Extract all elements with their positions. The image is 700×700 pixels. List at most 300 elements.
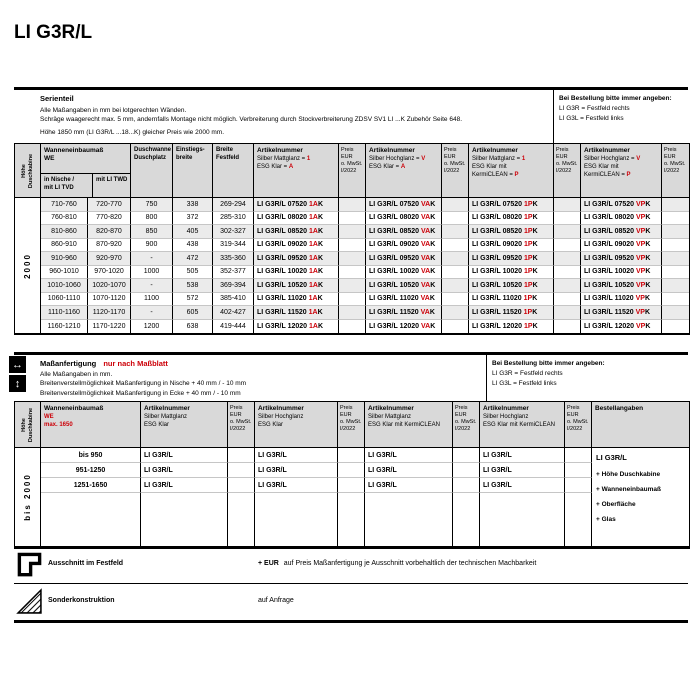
- preis-header: [339, 144, 366, 198]
- artikel-code-suffix: K: [532, 254, 538, 262]
- artikelnummer-value: [469, 306, 554, 320]
- label-line: o. MwSt.: [664, 161, 686, 168]
- we-group-label: [41, 144, 130, 174]
- artikelnummer-value: [581, 293, 662, 307]
- artikelnummer-value: LI G3R/L: [255, 478, 338, 493]
- artikel-code: VP: [636, 241, 646, 249]
- artikel-code: VP: [636, 227, 646, 235]
- artikelnummer-value: [254, 225, 339, 239]
- filler-cell: [41, 493, 141, 546]
- artikelnummer-value: LI G3R/L: [141, 448, 228, 463]
- preis-value: [662, 279, 689, 293]
- artikelnummer-title: Artikelnummer: [368, 405, 414, 412]
- artikel-code-suffix: K: [317, 281, 324, 289]
- we-nische-value: 1160-1210: [41, 320, 88, 334]
- einstiegsbreite-value: 505: [173, 266, 213, 280]
- artikel-code: VA: [420, 308, 430, 316]
- artikel-code: 1P: [524, 214, 533, 222]
- preis-value: [339, 306, 366, 320]
- artikel-code: 1A: [309, 200, 318, 208]
- label-line: Preis EUR: [230, 405, 243, 419]
- legend-text: KermiCLEAN =: [584, 172, 627, 179]
- label-line: Preis EUR: [340, 405, 353, 419]
- artikelnummer-value: [366, 293, 442, 307]
- artikel-base: LI G3R/L 07520: [257, 200, 310, 208]
- height-value: 2000: [22, 252, 32, 279]
- breite-festfeld-value: 402-427: [213, 306, 254, 320]
- label-line: Preis EUR: [664, 147, 677, 161]
- filler-cell: [453, 493, 480, 546]
- artikelnummer-value: [581, 212, 662, 226]
- artikelnummer-value: [366, 306, 442, 320]
- artikelnummer-header: [254, 144, 339, 198]
- preis-value: [662, 212, 689, 226]
- duschwanne-value: 1100: [131, 293, 173, 307]
- we-twd-value: 720-770: [88, 198, 131, 212]
- preis-value: [565, 478, 592, 493]
- order-info-divider: [553, 90, 554, 143]
- artikelnummer-title: Artikelnummer: [144, 405, 190, 412]
- artikel-code-suffix: K: [430, 241, 436, 249]
- artikel-code: 1A: [309, 322, 318, 330]
- artikel-code-suffix: K: [645, 281, 651, 289]
- filler-cell: [338, 493, 365, 546]
- artikel-base: LI G3R/L 09020: [369, 241, 422, 249]
- legend-code: P: [626, 172, 631, 179]
- note-line: Alle Maßangaben in mm bei lotgerechten Wänden.: [40, 107, 187, 114]
- preis-value: [554, 293, 581, 307]
- artikel-base: LI G3R/L 09020: [472, 241, 525, 249]
- preis-value: [339, 266, 366, 280]
- artikel-code-suffix: K: [645, 322, 651, 330]
- artikelnummer-header: [255, 402, 338, 448]
- artikel-base: LI G3R/L 12020: [584, 322, 637, 330]
- order-info: [559, 94, 687, 124]
- artikel-base: LI G3R/L 11520: [584, 308, 636, 316]
- legend-code: 1: [521, 156, 526, 163]
- preis-value: [554, 320, 581, 334]
- we-value: 1251-1650: [41, 478, 141, 493]
- artikel-base: LI G3R/L 10520: [369, 281, 422, 289]
- preis-value: [565, 448, 592, 463]
- artikel-base: LI G3R/L 09020: [584, 241, 637, 249]
- artikelnummer-value: [469, 252, 554, 266]
- bestellangaben-item: + Oberfläche: [596, 501, 636, 508]
- artikel-base: LI G3R/L 08020: [584, 214, 637, 222]
- we-nische-value: 1010-1060: [41, 279, 88, 293]
- preis-value: [662, 239, 689, 253]
- artikel-base: LI G3R/L 09520: [584, 254, 637, 262]
- artikel-base: LI G3R/L 11020: [257, 295, 309, 303]
- artikel-code-suffix: K: [317, 214, 324, 222]
- legend-text: Silber Mattglanz =: [472, 156, 522, 163]
- preis-value: [338, 463, 365, 478]
- artikelnummer-value: [366, 198, 442, 212]
- einstiegsbreite-value: 472: [173, 252, 213, 266]
- label-line: Preis EUR: [567, 405, 580, 419]
- artikel-code: VA: [421, 214, 431, 222]
- artikelnummer-value: [469, 212, 554, 226]
- filler-cell: [480, 493, 565, 546]
- legend-code: V: [636, 156, 641, 163]
- artikel-code: 1P: [524, 268, 533, 276]
- artikel-code-suffix: K: [645, 241, 651, 249]
- we-nische-value: 1060-1110: [41, 293, 88, 307]
- artikel-code: 1P: [524, 200, 533, 208]
- artikel-base: LI G3R/L 07520: [472, 200, 525, 208]
- massblatt-note: nur nach Maßblatt: [103, 359, 168, 368]
- legend-line: [472, 172, 550, 180]
- label-line: in Nische /: [44, 177, 75, 183]
- legend-line: [257, 164, 335, 172]
- artikelnummer-value: LI G3R/L: [255, 463, 338, 478]
- artikel-code-suffix: K: [645, 227, 651, 235]
- wanneneinbaumass-header: [41, 402, 141, 448]
- artikelnummer-value: LI G3R/L: [365, 463, 453, 478]
- label-line: o. MwSt.: [340, 419, 362, 426]
- we-twd-value: 1020-1070: [88, 279, 131, 293]
- sonderkonstruktion-label: Sonderkonstruktion: [48, 597, 115, 604]
- einstiegsbreite-value: 638: [173, 320, 213, 334]
- artikel-code-suffix: K: [429, 295, 435, 303]
- preis-header: [442, 144, 469, 198]
- artikel-code: VA: [421, 322, 431, 330]
- we-label: Wanneneinbaumaß: [44, 405, 104, 412]
- we-code: WE: [44, 414, 54, 421]
- preis-value: [453, 478, 480, 493]
- artikelnummer-value: [581, 239, 662, 253]
- width-adjustment-icon: ↔: [9, 356, 26, 373]
- preis-value: [442, 279, 469, 293]
- preis-value: [565, 463, 592, 478]
- we-max-value: max. 1650: [44, 422, 73, 429]
- breite-festfeld-value: 302-327: [213, 225, 254, 239]
- legend-line: ESG Klar mit KermiCLEAN: [483, 422, 556, 429]
- artikel-code: VA: [421, 200, 431, 208]
- artikel-code: 1A: [309, 241, 318, 249]
- preis-value: [442, 239, 469, 253]
- bestellangaben-product: LI G3R/L: [596, 453, 627, 462]
- label-line: Festfeld: [216, 154, 240, 161]
- artikelnummer-value: LI G3R/L: [365, 448, 453, 463]
- preis-value: [442, 198, 469, 212]
- artikelnummer-title: Artikelnummer: [472, 147, 518, 154]
- preis-value: [442, 252, 469, 266]
- preis-value: [662, 198, 689, 212]
- label-line: breite: [176, 154, 193, 161]
- preis-value: [554, 279, 581, 293]
- label-line: o. MwSt.: [567, 419, 589, 426]
- breite-festfeld-value: 335-360: [213, 252, 254, 266]
- bestellangaben-item: + Höhe Duschkabine: [596, 471, 661, 478]
- artikel-code: VP: [636, 322, 646, 330]
- we-nische-value: 760-810: [41, 212, 88, 226]
- hoehe-duschkabine-value: [15, 448, 41, 546]
- page-title: LI G3R/L: [14, 22, 93, 43]
- artikel-code-suffix: K: [317, 308, 323, 316]
- artikel-base: LI G3R/L 09020: [257, 241, 310, 249]
- label-line: I/2022: [341, 168, 357, 175]
- artikel-code-suffix: K: [532, 308, 538, 316]
- artikelnummer-value: [366, 212, 442, 226]
- artikel-code-suffix: K: [644, 295, 651, 303]
- duschwanne-value: -: [131, 252, 173, 266]
- label-line: o. MwSt.: [455, 419, 477, 426]
- preis-value: [339, 279, 366, 293]
- legend-text: KermiCLEAN =: [472, 172, 515, 179]
- artikel-base: LI G3R/L 09520: [369, 254, 422, 262]
- preis-value: [662, 252, 689, 266]
- artikel-base: LI G3R/L 10020: [369, 268, 422, 276]
- legend-text: ESG Klar =: [369, 164, 401, 171]
- bestellangaben-item: + Wanneneinbaumaß: [596, 486, 661, 493]
- artikelnummer-value: [254, 239, 339, 253]
- height-adjustment-icon: ↕: [9, 375, 26, 392]
- artikel-code-suffix: K: [317, 295, 323, 303]
- duschwanne-value: 1000: [131, 266, 173, 280]
- hoehe-duschkabine-label: [21, 407, 35, 441]
- artikel-code: VA: [421, 254, 431, 262]
- artikel-code-suffix: K: [317, 227, 324, 235]
- legend-code: V: [421, 156, 426, 163]
- artikel-base: LI G3R/L 07520: [369, 200, 422, 208]
- artikelnummer-value: [366, 279, 442, 293]
- breite-festfeld-value: 269-294: [213, 198, 254, 212]
- artikelnummer-value: [254, 293, 339, 307]
- preis-value: [554, 225, 581, 239]
- legend-code: A: [288, 164, 294, 171]
- breite-festfeld-value: 385-410: [213, 293, 254, 307]
- we-nische-value: 910-960: [41, 252, 88, 266]
- artikelnummer-value: [366, 239, 442, 253]
- artikel-code: VP: [636, 268, 646, 276]
- we-twd-value: 970-1020: [88, 266, 131, 280]
- artikelnummer-value: [469, 320, 554, 334]
- legend-line: [369, 156, 438, 164]
- artikelnummer-header: [581, 144, 662, 198]
- filler-cell: [565, 493, 592, 546]
- breite-festfeld-value: 319-344: [213, 239, 254, 253]
- order-info-line: LI G3R = Festfeld rechts: [559, 105, 630, 113]
- preis-value: [442, 212, 469, 226]
- artikel-code: VA: [421, 268, 431, 276]
- legend-code: A: [400, 164, 406, 171]
- bestellangaben-header: [592, 402, 689, 448]
- note-line: Breitenverstellmöglichkeit Maßanfertigung in Nische + 40 mm / - 10 mm: [40, 380, 247, 388]
- artikel-base: LI G3R/L 08520: [257, 227, 310, 235]
- we-twd-value: 920-970: [88, 252, 131, 266]
- preis-header: [565, 402, 592, 448]
- we-twd-value: 820-870: [88, 225, 131, 239]
- artikelnummer-value: [254, 198, 339, 212]
- we-twd-value: 870-920: [88, 239, 131, 253]
- we-value: bis 950: [41, 448, 141, 463]
- legend-line: Silber Hochglanz: [483, 414, 529, 421]
- artikelnummer-value: LI G3R/L: [365, 478, 453, 493]
- we-nische-header: [41, 174, 93, 197]
- artikel-base: LI G3R/L 09520: [472, 254, 525, 262]
- artikel-code-suffix: K: [317, 322, 324, 330]
- artikel-code-suffix: K: [532, 214, 538, 222]
- einstiegsbreite-value: 538: [173, 279, 213, 293]
- artikel-code: 1A: [309, 254, 318, 262]
- serienteil-heading: Serienteil: [40, 94, 74, 103]
- preis-value: [554, 198, 581, 212]
- sonderkonstruktion-row: [14, 584, 688, 620]
- legend-line: [584, 156, 658, 164]
- artikel-base: LI G3R/L 10520: [472, 281, 525, 289]
- preis-value: [339, 252, 366, 266]
- label-line: Wanneneinbaumaß: [44, 147, 104, 154]
- legend-text: Silber Mattglanz =: [257, 156, 307, 163]
- artikelnummer-header: [141, 402, 228, 448]
- legend-line: [257, 156, 335, 164]
- artikel-code: VP: [636, 281, 646, 289]
- artikelnummer-value: [581, 320, 662, 334]
- preis-value: [662, 293, 689, 307]
- preis-value: [442, 320, 469, 334]
- legend-text: ESG Klar mit: [472, 164, 507, 171]
- label-line: o. MwSt.: [230, 419, 252, 426]
- preis-value: [339, 239, 366, 253]
- order-info-line: LI G3R = Festfeld rechts: [492, 370, 563, 378]
- artikel-code-suffix: K: [430, 214, 436, 222]
- artikel-base: LI G3R/L 10520: [257, 281, 310, 289]
- artikel-code-suffix: K: [317, 268, 324, 276]
- artikel-base: LI G3R/L 11520: [472, 308, 524, 316]
- wanneneinbaumass-header: [41, 144, 131, 198]
- preis-value: [662, 266, 689, 280]
- artikelnummer-value: [581, 279, 662, 293]
- preis-value: [662, 320, 689, 334]
- preis-value: [339, 225, 366, 239]
- artikel-code-suffix: K: [317, 241, 324, 249]
- artikel-code: VA: [421, 227, 431, 235]
- massanfertigung-table: [14, 401, 690, 549]
- label-line: I/2022: [664, 168, 680, 175]
- label-line: o. MwSt.: [444, 161, 466, 168]
- preis-header: [554, 144, 581, 198]
- artikelnummer-value: LI G3R/L: [480, 448, 565, 463]
- preis-value: [554, 306, 581, 320]
- artikel-code-suffix: K: [430, 227, 436, 235]
- artikelnummer-value: LI G3R/L: [480, 478, 565, 493]
- artikelnummer-value: [366, 225, 442, 239]
- artikel-code: VA: [421, 281, 431, 289]
- artikelnummer-title: Artikelnummer: [369, 147, 415, 154]
- label-line: Höhe: [20, 417, 27, 432]
- artikel-code: 1P: [524, 322, 533, 330]
- order-info-line: LI G3L = Festfeld links: [559, 115, 624, 123]
- preis-value: [339, 198, 366, 212]
- ausschnitt-price-prefix: + EUR: [258, 560, 279, 567]
- duschwanne-value: 900: [131, 239, 173, 253]
- artikel-code-suffix: K: [644, 308, 651, 316]
- preis-value: [228, 463, 255, 478]
- filler-cell: [141, 493, 228, 546]
- we-nische-value: 960-1010: [41, 266, 88, 280]
- artikel-code-suffix: K: [430, 254, 436, 262]
- artikelnummer-value: [469, 239, 554, 253]
- legend-text: ESG Klar mit: [584, 164, 619, 171]
- artikelnummer-value: [254, 306, 339, 320]
- preis-value: [339, 320, 366, 334]
- serienteil-table: [14, 143, 690, 335]
- artikel-base: LI G3R/L 08020: [369, 214, 422, 222]
- artikelnummer-title: Artikelnummer: [584, 147, 630, 154]
- hoehe-duschkabine-header: [15, 144, 41, 198]
- artikel-code-suffix: K: [430, 200, 436, 208]
- order-info-divider: [486, 355, 487, 401]
- legend-line: Silber Mattglanz: [368, 414, 412, 421]
- preis-value: [228, 448, 255, 463]
- label-line: o. MwSt.: [556, 161, 578, 168]
- we-twd-value: 1120-1170: [88, 306, 131, 320]
- we-twd-value: 1070-1120: [88, 293, 131, 307]
- artikelnummer-value: [366, 266, 442, 280]
- note-line: Breitenverstellmöglichkeit Maßanfertigung in Ecke + 40 mm / - 10 mm: [40, 389, 241, 397]
- artikel-base: LI G3R/L 10020: [584, 268, 637, 276]
- artikel-code: VP: [636, 200, 646, 208]
- sonderkonstruktion-icon: [16, 588, 43, 615]
- duschwanne-value: 1200: [131, 320, 173, 334]
- artikelnummer-value: [469, 225, 554, 239]
- legend-text: Silber Hochglanz =: [584, 156, 637, 163]
- artikel-code: VP: [635, 308, 645, 316]
- label-line: WE: [44, 155, 55, 163]
- we-subheaders: [41, 174, 130, 197]
- massanfertigung-section: [14, 352, 688, 551]
- preis-value: [554, 212, 581, 226]
- we-nische-value: 710-760: [41, 198, 88, 212]
- preis-value: [442, 306, 469, 320]
- artikelnummer-value: [254, 212, 339, 226]
- artikelnummer-value: [469, 198, 554, 212]
- label-line: o. MwSt.: [341, 161, 363, 168]
- we-nische-value: 1110-1160: [41, 306, 88, 320]
- artikel-code-suffix: K: [532, 281, 538, 289]
- preis-header: [228, 402, 255, 448]
- legend-line: Silber Mattglanz: [144, 414, 188, 421]
- preis-value: [453, 463, 480, 478]
- artikel-code: 1P: [524, 281, 533, 289]
- label-line: I/2022: [340, 426, 356, 433]
- artikelnummer-value: [581, 252, 662, 266]
- artikel-base: LI G3R/L 08520: [584, 227, 637, 235]
- artikel-code-suffix: K: [532, 268, 538, 276]
- legend-line: [584, 172, 658, 180]
- artikel-code: 1P: [524, 254, 533, 262]
- artikel-code-suffix: K: [532, 295, 538, 303]
- artikel-base: LI G3R/L 07520: [584, 200, 637, 208]
- ausschnitt-row: [14, 547, 688, 584]
- artikelnummer-value: [581, 198, 662, 212]
- label-line: mit LI TVD: [44, 185, 74, 192]
- label-line: mit LI TWD: [96, 177, 128, 183]
- preis-value: [442, 266, 469, 280]
- order-info-heading: Bei Bestellung bitte immer angeben:: [492, 360, 605, 367]
- artikel-base: LI G3R/L 12020: [472, 322, 525, 330]
- einstiegsbreite-value: 438: [173, 239, 213, 253]
- artikel-base: LI G3R/L 11020: [369, 295, 421, 303]
- artikel-code: VA: [421, 241, 431, 249]
- bestellangaben-item: + Glas: [596, 516, 616, 523]
- artikel-code-suffix: K: [645, 200, 651, 208]
- order-info: [492, 359, 687, 389]
- einstiegsbreite-value: 572: [173, 293, 213, 307]
- label-line: Preis EUR: [455, 405, 468, 419]
- artikel-base: LI G3R/L 08520: [369, 227, 422, 235]
